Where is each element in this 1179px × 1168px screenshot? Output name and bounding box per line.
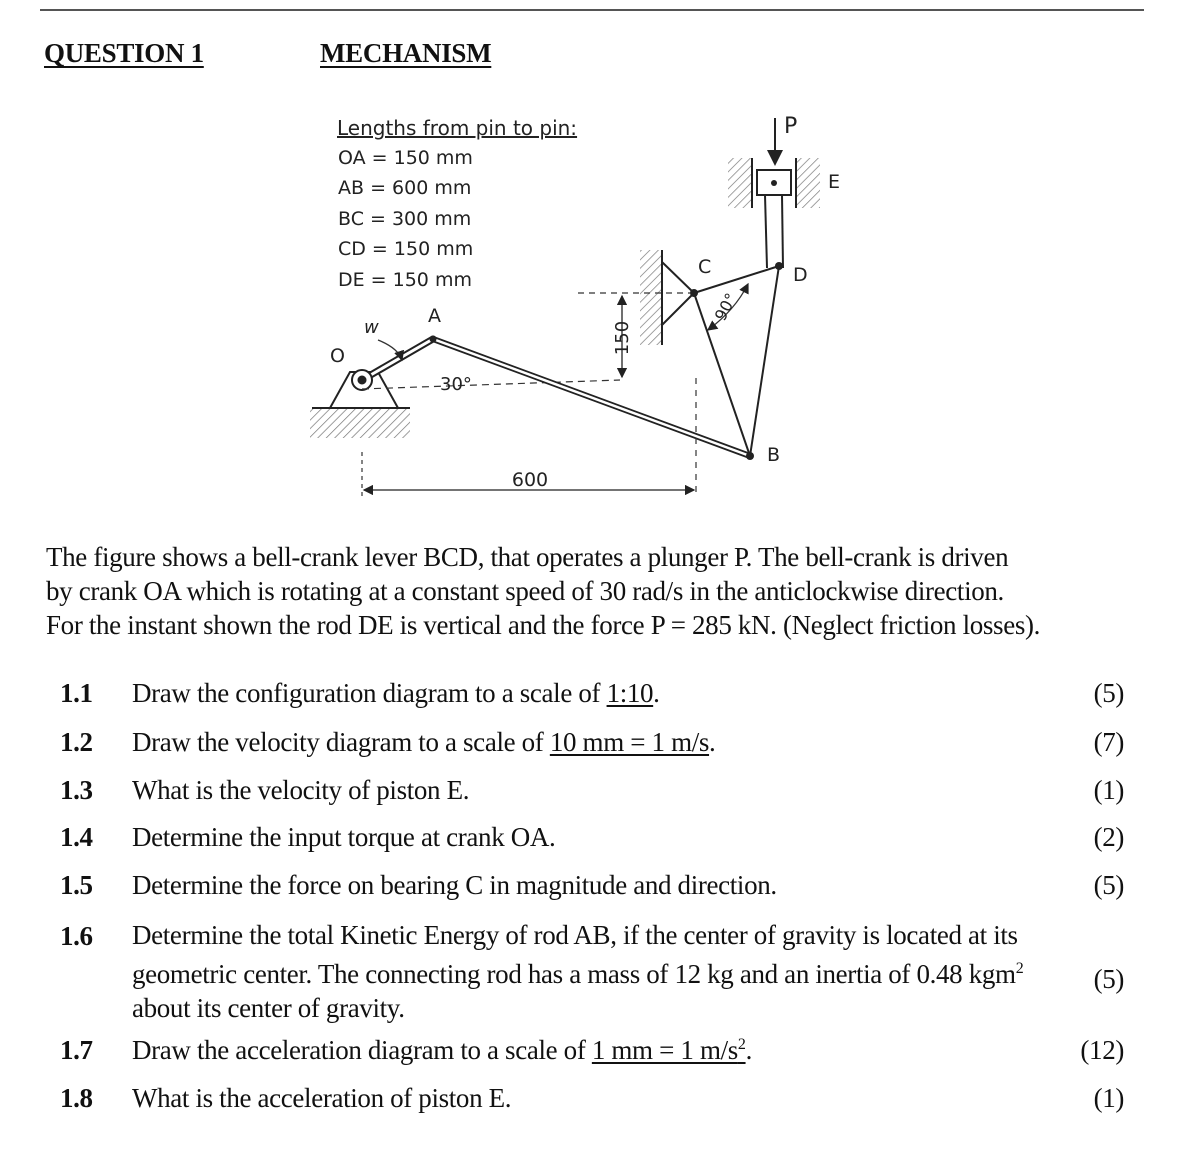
- question-text: Draw the velocity diagram to a scale of 10 mm = 1 m/s.: [132, 727, 716, 757]
- question-text: What is the velocity of piston E.: [132, 775, 470, 805]
- svg-text:150: 150: [612, 320, 633, 356]
- question-marks: (5): [1093, 678, 1124, 708]
- dimension-600: [362, 378, 696, 498]
- question-number: 1.4: [60, 822, 93, 852]
- piston-e: [728, 158, 820, 208]
- question-number: 1.6: [60, 921, 93, 951]
- lengths-table: [337, 116, 577, 291]
- label-a: A: [428, 305, 441, 327]
- bell-crank-bcd: [690, 262, 783, 460]
- reference-line: [362, 380, 620, 389]
- label-p: P: [784, 114, 798, 139]
- question-marks: (5): [1093, 870, 1124, 900]
- question-text: Determine the input torque at crank OA.: [132, 822, 556, 852]
- question-marks: (1): [1093, 775, 1124, 805]
- question-number: 1.7: [60, 1035, 93, 1065]
- question-label: QUESTION 1: [44, 38, 204, 68]
- label-o: O: [330, 345, 345, 367]
- question-number: 1.5: [60, 870, 93, 900]
- wall-support-c: [640, 250, 694, 345]
- question-number: 1.3: [60, 775, 93, 805]
- length-de: DE = 150 mm: [338, 269, 472, 291]
- intro-line: The figure shows a bell-crank lever BCD, that operates a plunger P. The bell-crank is driven: [46, 542, 1009, 572]
- question-text: Determine the force on bearing C in magnitude and direction.: [132, 870, 777, 900]
- angle-crank-label: 30°: [440, 374, 472, 395]
- question-text: Draw the acceleration diagram to a scale of 1 mm = 1 $m/s^2$.: [132, 1035, 752, 1065]
- dimension-150: [578, 293, 690, 377]
- question-number: 1.1: [60, 678, 93, 708]
- question-marks: (12): [1080, 1035, 1124, 1065]
- question-marks: (7): [1093, 727, 1124, 757]
- intro-paragraph: [46, 540, 1150, 642]
- question-marks: (2): [1093, 822, 1124, 852]
- label-e: E: [828, 171, 841, 193]
- length-bc: BC = 300 mm: [338, 208, 472, 230]
- intro-line: For the instant shown the rod DE is vertical and the force P = 285 kN. (Neglect friction losses).: [46, 610, 1041, 640]
- question-text: What is the acceleration of piston E.: [132, 1083, 512, 1113]
- mechanism-figure: [300, 100, 860, 500]
- top-rule: [40, 9, 1144, 11]
- question-marks: (5): [1093, 964, 1124, 994]
- question-text: Draw the configuration diagram to a scale of 1:10.: [132, 678, 660, 708]
- label-b: B: [767, 444, 781, 466]
- pin-a: [430, 336, 437, 343]
- question-number: 1.2: [60, 727, 93, 757]
- rod-de: [765, 195, 783, 268]
- length-ab: AB = 600 mm: [338, 177, 472, 199]
- length-oa: OA = 150 mm: [338, 147, 473, 169]
- question-marks: (1): [1093, 1083, 1124, 1113]
- section-title: MECHANISM: [320, 38, 492, 68]
- label-c: C: [698, 256, 712, 278]
- intro-line: by crank OA which is rotating at a constant speed of 30 rad/s in the anticlockwise direction.: [46, 576, 1004, 606]
- angle-bellcrank-label: 90°: [710, 289, 741, 324]
- question-number: 1.8: [60, 1083, 93, 1113]
- question-text: Determine the total Kinetic Energy of rod AB, if the center of gravity is located at its geometric center. The connecting rod has a mass of 12 kg and an inertia of 0.48 kgm$^2$ about its center of gravity.: [132, 920, 1024, 1023]
- svg-text:600: 600: [511, 469, 549, 491]
- label-d: D: [793, 264, 808, 286]
- lengths-title: Lengths from pin to pin:: [337, 116, 578, 140]
- label-omega: w: [364, 317, 379, 338]
- length-cd: CD = 150 mm: [338, 238, 474, 260]
